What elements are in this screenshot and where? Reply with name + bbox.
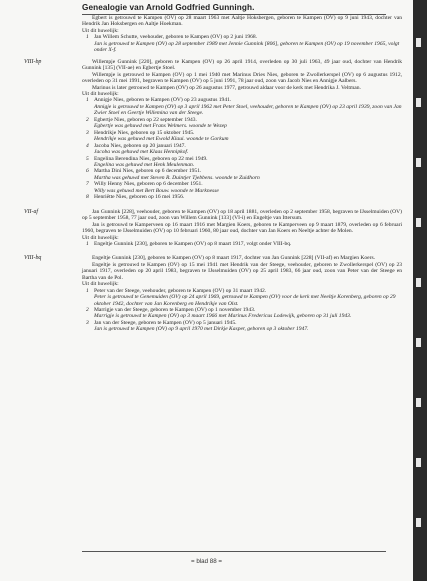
- binder-hole: [416, 218, 421, 227]
- children-list: [82, 34, 402, 53]
- marriage-children-heading: Uit dit huwelijk:: [82, 281, 119, 288]
- generation-code: VIII-bq: [24, 255, 42, 262]
- child-text: Martha Dini Nies, geboren op 6 december 1951.: [94, 168, 202, 175]
- entry-paragraph: Engeltje is getrouwd te Kampen (OV) op 15 mei 1941 met Hendrik van der Steege, veehouder, geboren te Zwollerkerspel (OV) op 23 januari 1917, overleden op 20 april 1983, begraven te IJsselmuiden (OV) op 25 april 1983, 66 jaar oud, zoon van Peter van der Steege en Bartha van de Pol.: [82, 261, 402, 281]
- child-item: [82, 97, 402, 116]
- generation-code: VII-af: [24, 208, 39, 215]
- genealogy-content: [24, 15, 402, 333]
- page-number: = blad 88 =: [191, 558, 222, 565]
- child-number: 1: [86, 97, 89, 104]
- entry-continuation: [24, 15, 402, 54]
- binder-hole: [416, 38, 421, 47]
- entry-paragraph: Egbert is getrouwd te Kampen (OV) op 28 maart 1963 met Aaltje Hoksbergen, geboren te Kampen (OV) op 9 juni 1943, dochter van Hendrik Jan Hoksbergen en Aaltje Hoekman.: [82, 15, 402, 28]
- child-note: Engelina was gehuwd met Henk Meulenman.: [94, 161, 195, 168]
- child-number: 2: [86, 307, 89, 314]
- child-number: 2: [86, 116, 89, 123]
- child-note: Hendrikje was gehuwd met Ewold Klaui. woonde te Gorkum: [94, 136, 229, 143]
- child-text: Annigje Nies, geboren te Kampen (OV) op 23 augustus 1941.: [94, 97, 232, 104]
- child-number: 8: [86, 194, 89, 201]
- child-number: 1: [86, 34, 89, 41]
- child-item: [82, 241, 402, 247]
- child-item: [82, 117, 402, 130]
- child-note: Egbertje was gehuwd met Frans Welmers. woonde te Wezep: [94, 123, 227, 130]
- entry-paragraph: Marinus is later getrouwd te Kampen (OV) op 26 augustus 1977, getrouwd aldaar voor de kerk met Hendrika J. Veltman.: [92, 84, 361, 91]
- children-list: [82, 97, 402, 200]
- child-item: [82, 320, 402, 333]
- child-number: 4: [86, 142, 89, 149]
- binder-hole: [416, 98, 421, 107]
- child-item: [82, 307, 402, 320]
- child-item: [82, 181, 402, 194]
- entry-paragraph: Jan Gunnink [228], veehouder, geboren te Kampen (OV) op 18 april 1881, overleden op 2 september 1958, begraven te IJsselmuiden (OV) op 5 september 1958, 77 jaar oud, zoon van Willem Gunnink [133] (VI-i) en Engeltje van Ittersum.: [82, 208, 402, 222]
- child-number: 1: [86, 240, 89, 247]
- child-note: Annigje is getrouwd te Kampen (OV) op 3 april 1962 met Peter Stoel, veehouder, geboren te Kampen (OV) op 23 april 1939, zoon van Jan Zwier Stoel en Geertje Willemina van der Steege.: [94, 103, 402, 117]
- binder-hole: [416, 278, 421, 287]
- entry-paragraph: Engeltje Gunnink [230], geboren te Kampen (OV) op 8 maart 1917, dochter van Jan Gunnink [228] (VII-af) en Margien Koers.: [92, 255, 376, 262]
- entry-paragraph: Jan is getrouwd te Kamperveen op 16 maart 1916 met Margien Koers, geboren te Kamperveen op 9 maart 1879, overleden op 6 februari 1960, begraven te IJsselmuiden (OV) op 10 februari 1960, 80 jaar oud, dochter van Jan Koers en Neeltje achter de Molen.: [82, 221, 402, 235]
- children-list: [82, 288, 402, 333]
- child-text: Peter van der Steege, veehouder, geboren te Kampen (OV) op 31 maart 1942.: [94, 287, 267, 294]
- binder-hole: [416, 338, 421, 347]
- generation-code: VIII-bp: [24, 58, 42, 65]
- child-text: Hendrikje Nies, geboren op 15 oktober 1945.: [94, 129, 195, 136]
- marriage-children-heading: Uit dit huwelijk:: [82, 234, 119, 241]
- child-note: Willy was gehuwd met Bert Bouw. woonde te Marknesse: [94, 187, 219, 194]
- binder-hole: [416, 458, 421, 467]
- child-number: 1: [86, 287, 89, 294]
- child-number: 3: [86, 319, 89, 326]
- child-text: Engelina Berendina Nies, geboren op 22 mei 1949.: [94, 155, 208, 162]
- child-item: [82, 34, 402, 53]
- child-text: Jacoba Nies, geboren op 20 januari 1947.: [94, 142, 186, 149]
- child-text: Jan Willem Schutte, veehouder, geboren te Kampen (OV) op 2 juni 1968.: [94, 34, 258, 41]
- child-number: 3: [86, 129, 89, 136]
- binder-hole: [416, 158, 421, 167]
- child-note: Jan is getrouwd te Kampen (OV) op 28 september 1989 met Jennie Gunnink [806], geboren te Kampen (OV) op 19 november 1965, volgt onder X-f.: [94, 40, 400, 54]
- child-number: 7: [86, 181, 89, 188]
- marriage-children-heading: Uit dit huwelijk:: [82, 90, 119, 97]
- child-number: 6: [86, 168, 89, 175]
- binder-edge: [413, 0, 427, 581]
- page-header: Genealogie van Arnold Godfried Gunningh.: [82, 3, 255, 12]
- child-note: Jan is getrouwd te Kampen (OV) op 9 april 1970 met Dirkje Kasper, geboren op 3 oktober 1947.: [94, 326, 309, 333]
- entry-viii-bq: [24, 255, 402, 332]
- footer-rule: [82, 551, 386, 552]
- child-item: [82, 288, 402, 307]
- child-text: Willy Henny Nies, geboren op 6 december 1951.: [94, 181, 203, 188]
- child-item: [82, 143, 402, 156]
- child-text: Engeltje Gunnink [230], geboren te Kampen (OV) op 8 maart 1917, volgt onder VIII-bq.: [94, 240, 292, 247]
- child-item: [82, 156, 402, 169]
- child-text: Egbertje Nies, geboren op 22 september 1943.: [94, 116, 197, 123]
- child-text: Jan van der Steege, geboren te Kampen (OV) op 5 januari 1945.: [94, 319, 237, 326]
- child-text: Marrigje van der Steege, geboren te Kampen (OV) op 1 november 1943.: [94, 307, 256, 314]
- entry-paragraph: Willempje Gunnink [220], geboren te Kampen (OV) op 26 april 1914, overleden op 30 juli 1963, 49 jaar oud, dochter van Hendrik Gunnink [135] (VII-ae) en Egbertje Stoel.: [82, 58, 402, 72]
- child-number: 5: [86, 155, 89, 162]
- children-list: [82, 241, 402, 247]
- child-item: [82, 130, 402, 143]
- entry-vii-af: [24, 209, 402, 248]
- child-item: [82, 168, 402, 181]
- child-note: Jacoba was gehuwd met Klaas Hennipkof.: [94, 149, 189, 156]
- child-item: [82, 194, 402, 200]
- entry-paragraph: Willempje is getrouwd te Kampen (OV) op 1 mei 1940 met Marinus Dries Nies, geboren te Zwollerkerspel (OV) op 6 augustus 1912, overleden op 31 mei 1991, begraven te Kampen (OV) op 5 juni 1991, 78 jaar oud, zoon van Jacob Nies en Annigje Aalbers.: [82, 71, 402, 85]
- child-note: Peter is getrouwd te Genemuiden (OV) op 24 april 1969, getrouwd te Kampen (OV) voor de kerk met Neeltje Korenberg, geboren op 29 oktober 1942, dochter van Jan Korenberg en Hendrikje van Olst.: [94, 294, 396, 307]
- child-note: Marrigje is getrouwd te Kampen (OV) op 3 maart 1966 met Marinus Fredericus Lodewijk, geboren op 31 juli 1943.: [94, 313, 352, 320]
- binder-hole: [416, 398, 421, 407]
- child-text: Henriëtte Nies, geboren op 16 mei 1956.: [94, 194, 185, 201]
- binder-hole: [416, 518, 421, 527]
- marriage-children-heading: Uit dit huwelijk:: [82, 27, 119, 34]
- child-note: Martha was gehuwd met Steven R. Duintjer Tjebbens. woonde te Zuidhorn: [94, 174, 260, 181]
- entry-viii-bp: [24, 59, 402, 201]
